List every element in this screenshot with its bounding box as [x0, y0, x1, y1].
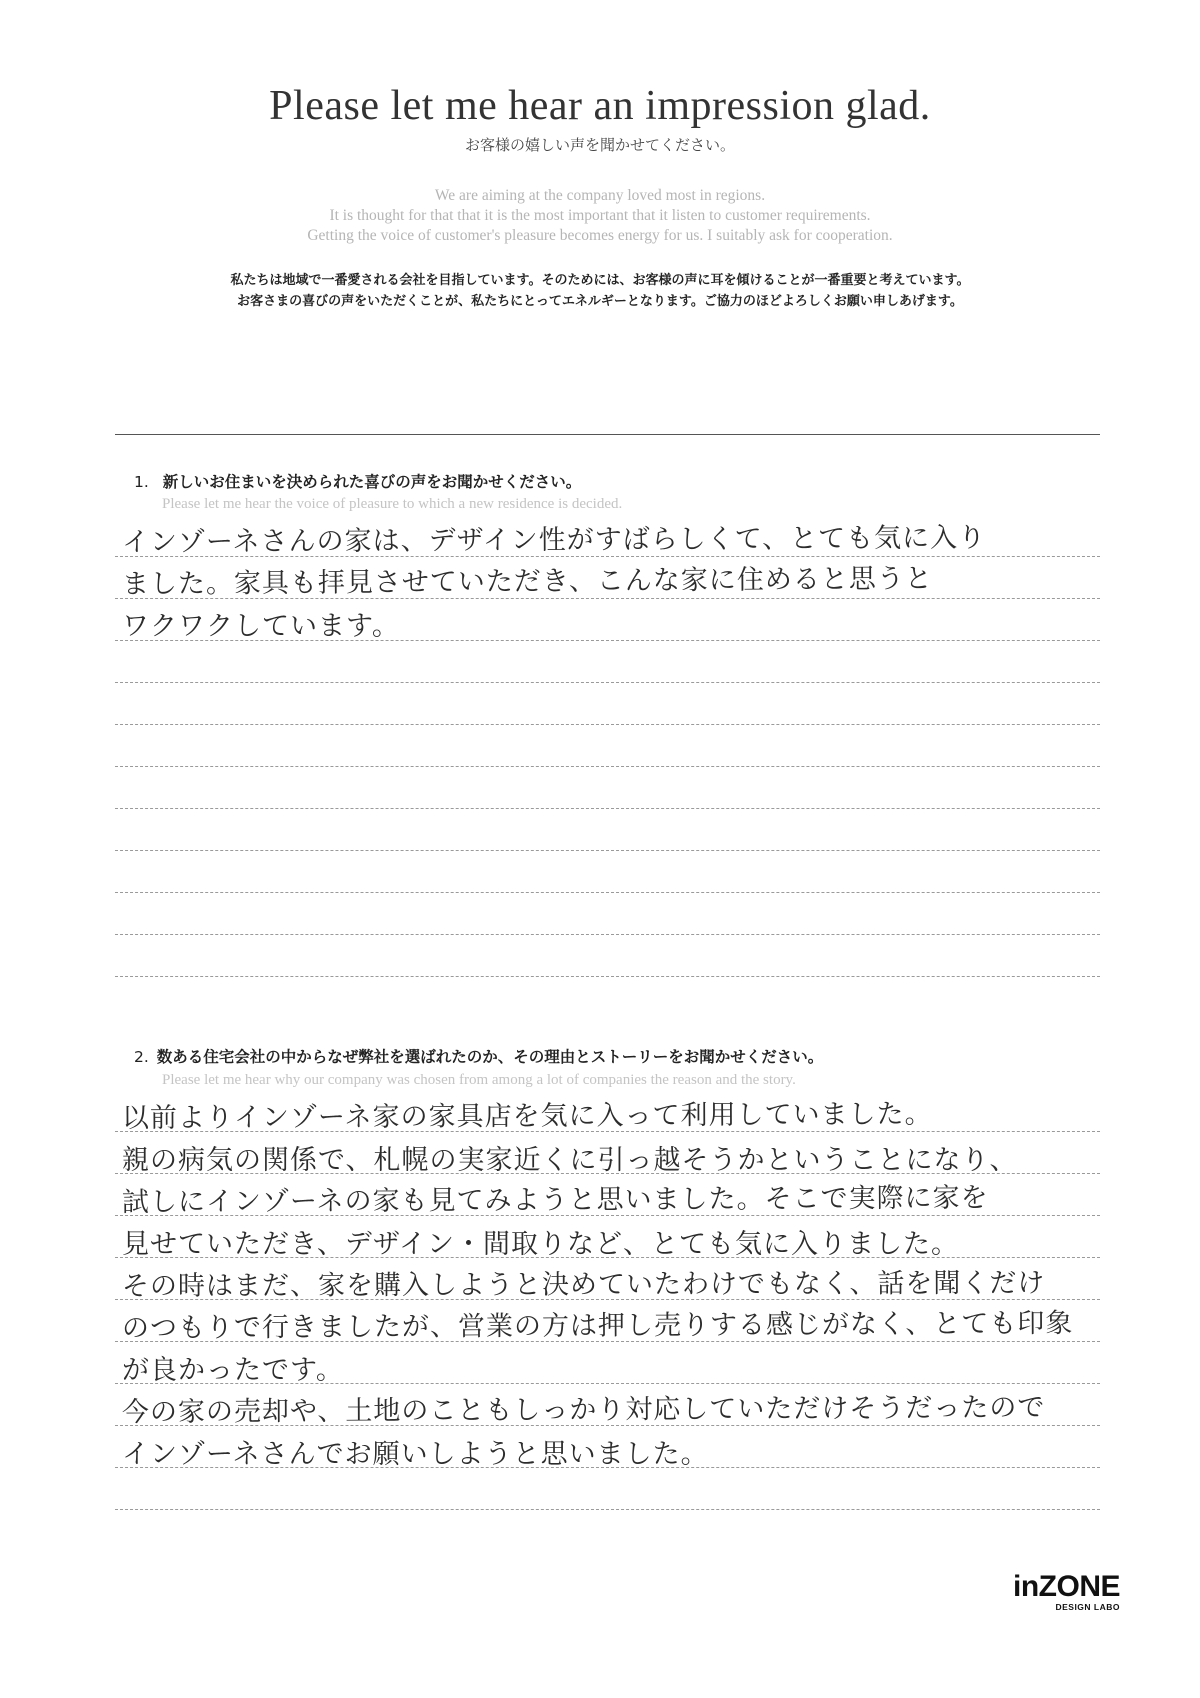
answer-2-line: が良かったです。 [122, 1355, 344, 1386]
english-intro [0, 186, 1200, 246]
company-logo [1010, 1572, 1120, 1612]
question-2-label: 数ある住宅会社の中からなぜ弊社を選ばれたのか、その理由とストーリーをお聞かせください。 [156, 1048, 824, 1066]
answer-1-rule [115, 934, 1100, 935]
page-title: Please let me hear an impression glad. [269, 83, 931, 129]
answer-2-line: 見せていただき、デザイン・間取りなど、とても気に入りました。 [122, 1229, 960, 1260]
question-2-heading [134, 1045, 823, 1067]
answer-1-rule [115, 682, 1100, 683]
question-1-number: 1. [134, 473, 149, 491]
question-1-label: 新しいお住まいを決められた喜びの声をお聞かせください。 [162, 473, 582, 491]
answer-2-line: 以前よりインゾーネ家の家具店を気に入って利用していました。 [121, 1098, 933, 1134]
logo-brand: inZONE [1013, 1570, 1120, 1603]
english-intro-line: We are aiming at the company loved most in regions. [434, 187, 766, 204]
answer-2-line: その時はまだ、家を購入しようと決めていたわけでもなく、話を聞くだけ [121, 1267, 1046, 1302]
english-intro-line: It is thought for that that it is the most important that it listen to customer requirements. [329, 207, 871, 224]
page-subtitle: お客様の嬉しい声を聞かせてください。 [464, 136, 735, 154]
japanese-intro [0, 270, 1200, 312]
answer-2-rule [115, 1509, 1100, 1510]
answer-2-line: 今の家の売却や、土地のこともしっかり対応していただけそうだったので [121, 1392, 1046, 1428]
question-2-number: 2. [134, 1048, 149, 1066]
answer-1-rule [115, 766, 1100, 767]
answer-2-line: 親の病気の関係で、札幌の実家近くに引っ越そうかということになり、 [122, 1145, 1018, 1176]
logo-subtitle: DESIGN LABO [1055, 1602, 1120, 1612]
japanese-intro-line: お客さまの喜びの声をいただくことが、私たちにとってエネルギーとなります。ご協力のほどよろしくお願い申しあげます。 [237, 294, 963, 309]
answer-2-line: インゾーネさんでお願いしようと思いました。 [122, 1439, 709, 1470]
answer-1-line: インゾーネさんの家は、デザイン性がすばらしくて、とても気に入り [121, 522, 987, 558]
question-2-english: Please let me hear why our company was chosen from among a lot of companies the reason and the story. [162, 1072, 796, 1088]
answer-1-rule [115, 724, 1100, 725]
answer-1-line: ワクワクしています。 [122, 611, 400, 642]
answer-1-rule [115, 808, 1100, 809]
answer-2-line: のつもりで行きましたが、営業の方は押し売りする感じがなく、とても印象 [121, 1308, 1074, 1344]
section-divider [115, 434, 1100, 435]
answer-1-rule [115, 976, 1100, 977]
answer-1-rule [115, 850, 1100, 851]
answer-1-line: ました。家具も拝見させていただき、こんな家に住めると思うと [121, 563, 933, 600]
question-1-heading [134, 470, 581, 492]
english-intro-line: Getting the voice of customer's pleasure becomes energy for us. I suitably ask for cooperation. [307, 227, 893, 244]
answer-1-rule [115, 892, 1100, 893]
japanese-intro-line: 私たちは地域で一番愛される会社を目指しています。そのためには、お客様の声に耳を傾けることが一番重要と考えています。 [230, 273, 970, 288]
question-1-english: Please let me hear the voice of pleasure to which a new residence is decided. [162, 496, 623, 512]
answer-2-line: 試しにインゾーネの家も見てみようと思いました。そこで実際に家を [121, 1182, 989, 1218]
